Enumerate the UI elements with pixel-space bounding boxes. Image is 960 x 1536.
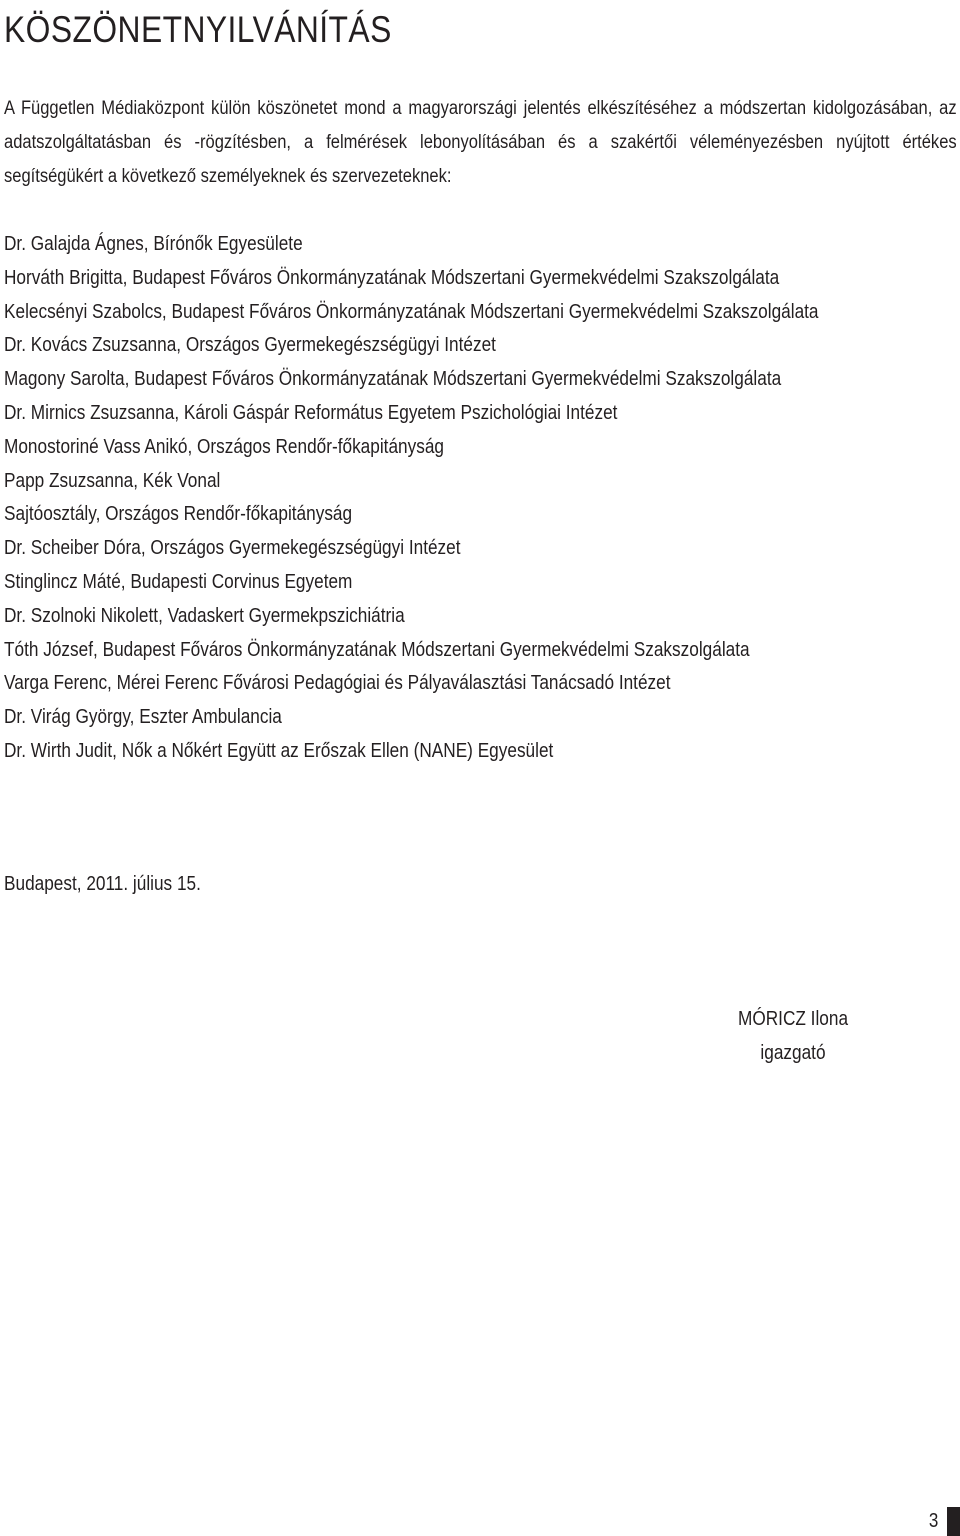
contributor-item: Kelecsényi Szabolcs, Budapest Főváros Önkormányzatának Módszertani Gyermekvédelmi Szakszolgálata (4, 299, 819, 323)
signature-name: MÓRICZ Ilona (737, 1007, 849, 1030)
date-line: Budapest, 2011. július 15. (4, 872, 201, 895)
contributor-item: Dr. Virág György, Eszter Ambulancia (4, 705, 282, 729)
intro-paragraph: A Független Médiaközpont külön köszönetet mond a magyarországi jelentés elkészítéséhez a módszertan kidolgozásában, az adatszolgáltatásban és -rögzítésben, a felmérések lebonyolításában és a szakértői véleményezésben nyújtott értékes segítségükért a következő személyeknek és szervezeteknek: (4, 98, 957, 187)
contributor-item: Dr. Scheiber Dóra, Országos Gyermekegészségügyi Intézet (4, 536, 461, 560)
contributor-item: Varga Ferenc, Mérei Ferenc Fővárosi Pedagógiai és Pályaválasztási Tanácsadó Intézet (4, 671, 671, 695)
page-footer (928, 1507, 960, 1536)
contributor-list (4, 227, 819, 768)
contributor-item: Papp Zsuzsanna, Kék Vonal (4, 468, 221, 492)
contributor-item: Dr. Szolnoki Nikolett, Vadaskert Gyermekpszichiátria (4, 603, 405, 627)
contributor-item: Magony Sarolta, Budapest Főváros Önkormányzatának Módszertani Gyermekvédelmi Szakszolgálata (4, 367, 782, 391)
page-title: KÖSZÖNETNYILVÁNÍTÁS (4, 9, 392, 50)
contributor-item: Dr. Galajda Ágnes, Bírónők Egyesülete (4, 232, 303, 255)
contributor-item: Monostoriné Vass Anikó, Országos Rendőr-főkapitányság (4, 434, 444, 458)
page-edge-tab (947, 1507, 960, 1536)
contributor-item: Stinglincz Máté, Budapesti Corvinus Egyetem (4, 569, 353, 593)
contributor-item: Dr. Wirth Judit, Nők a Nőkért Együtt az Erőszak Ellen (NANE) Egyesület (4, 738, 554, 762)
contributor-item: Sajtóosztály, Országos Rendőr-főkapitányság (4, 502, 353, 526)
contributor-item: Dr. Kovács Zsuzsanna, Országos Gyermekegészségügyi Intézet (4, 333, 496, 357)
page-number: 3 (928, 1510, 939, 1532)
contributor-item: Horváth Brigitta, Budapest Főváros Önkormányzatának Módszertani Gyermekvédelmi Szakszolgálata (4, 265, 780, 289)
contributor-item: Tóth József, Budapest Főváros Önkormányzatának Módszertani Gyermekvédelmi Szakszolgálata (4, 637, 750, 661)
signature-block (715, 1002, 871, 1070)
signature-role: igazgató (760, 1041, 826, 1064)
contributor-item: Dr. Mirnics Zsuzsanna, Károli Gáspár Református Egyetem Pszichológiai Intézet (4, 400, 618, 424)
